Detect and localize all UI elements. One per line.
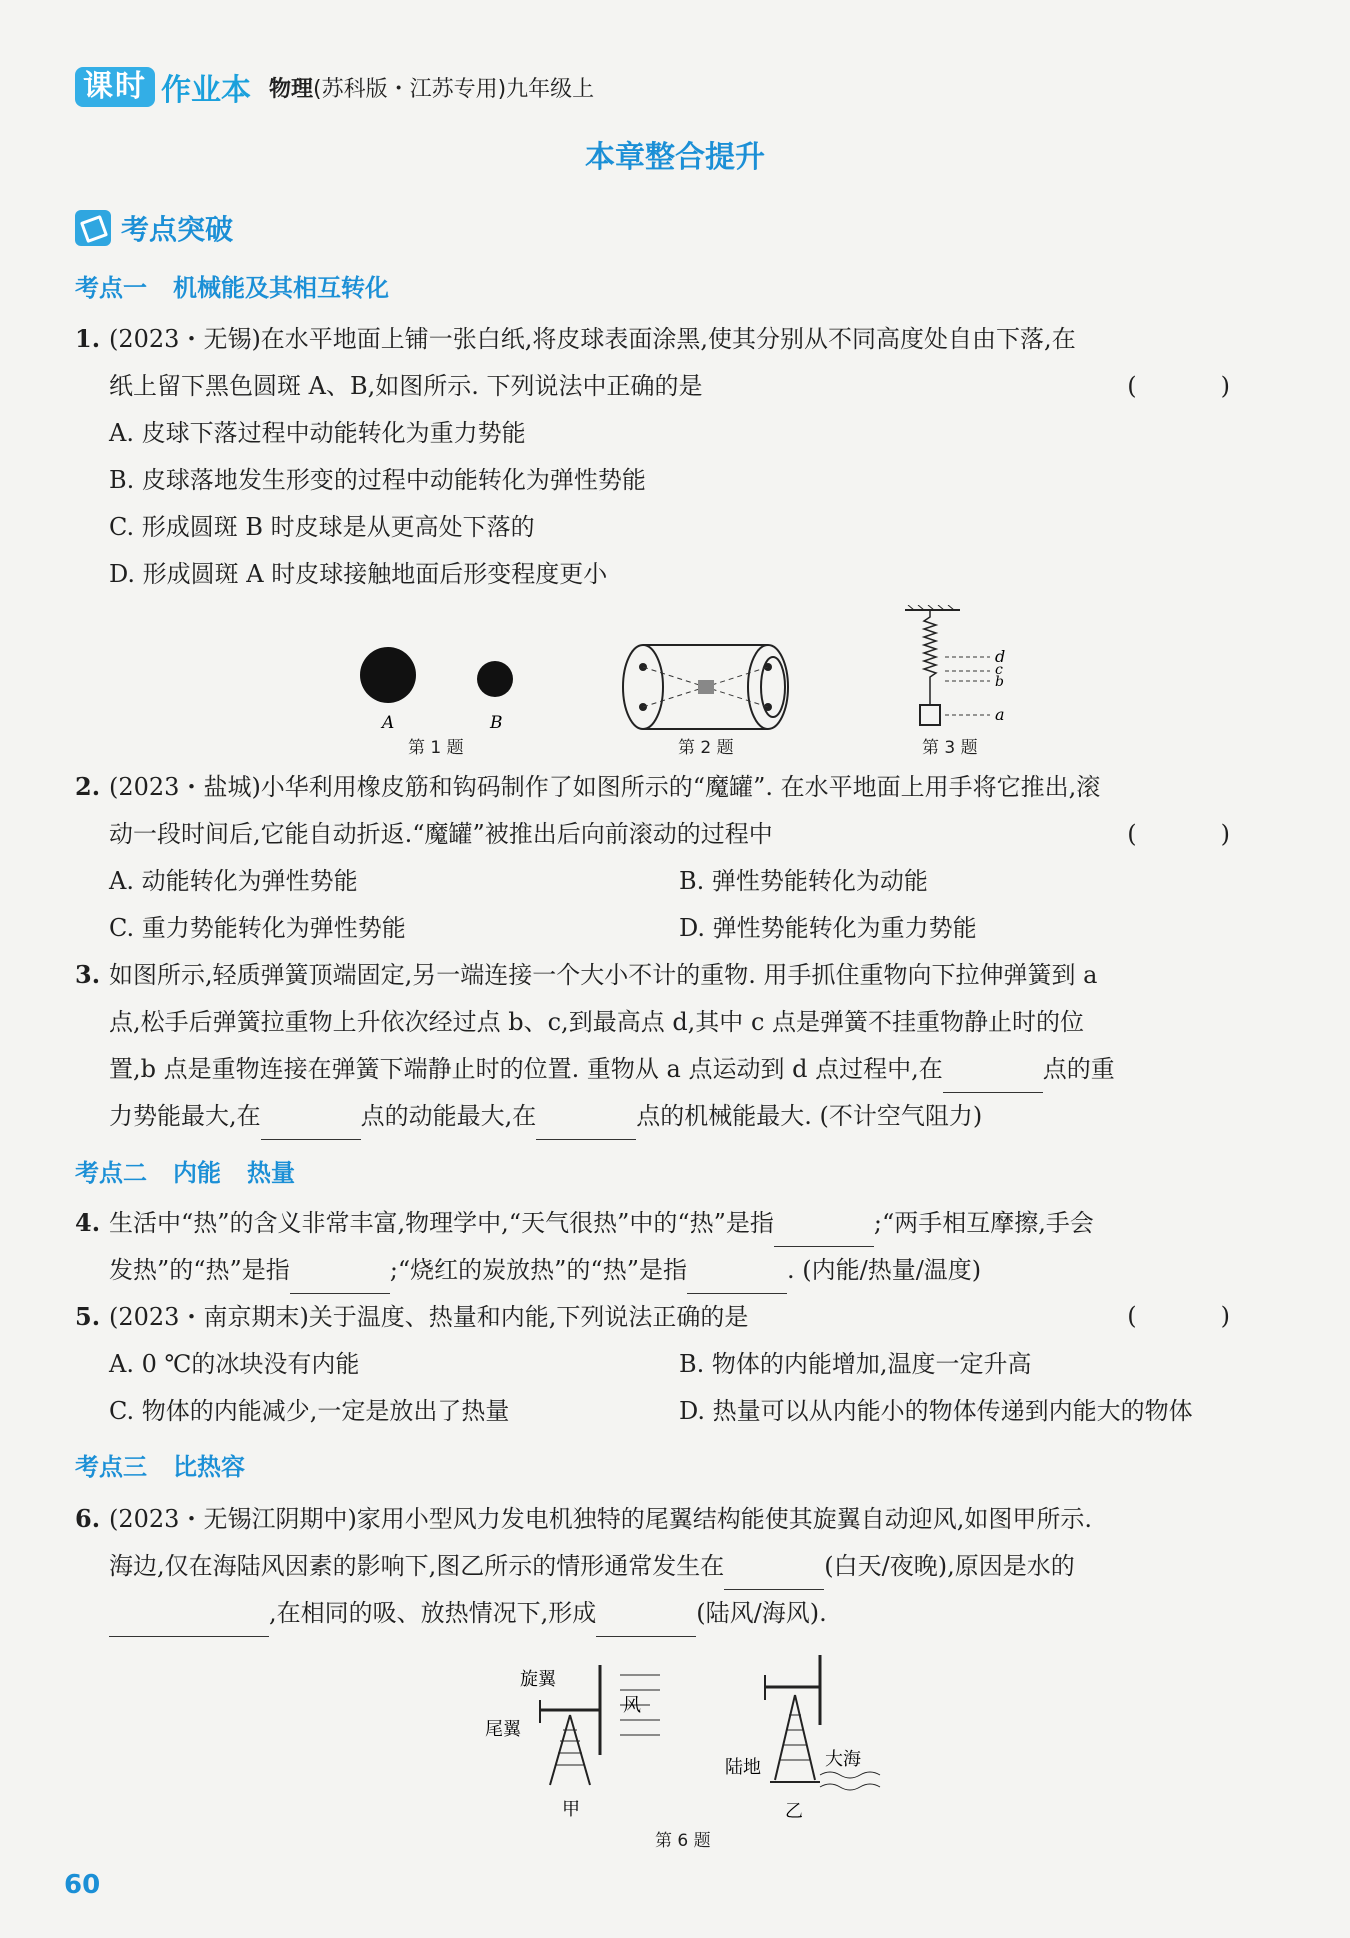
option-d: D. 形成圆斑 A 时皮球接触地面后形变程度更小 <box>109 560 608 588</box>
option-b: B. 皮球落地发生形变的过程中动能转化为弹性势能 <box>109 466 646 494</box>
series-logo: 课时 <box>75 67 155 107</box>
option-d: D. 热量可以从内能小的物体传递到内能大的物体 <box>679 1397 1193 1425</box>
answer-bracket: ( ) <box>1127 1302 1260 1330</box>
answer-blank[interactable] <box>596 1606 696 1637</box>
svg-text:d: d <box>995 647 1006 666</box>
figure-2-magic-can <box>618 640 798 735</box>
option-d: D. 弹性势能转化为重力势能 <box>679 914 977 942</box>
topic-heading-1: 考点一 机械能及其相互转化 <box>75 274 389 302</box>
svg-text:陆地: 陆地 <box>725 1757 761 1778</box>
answer-blank[interactable] <box>724 1559 824 1590</box>
figure-6-wind-turbines <box>480 1655 900 1825</box>
question-6: 6. (2023・无锡江阴期中)家用小型风力发电机独特的尾翼结构能使其旋翼自动迎风,如图甲所示. 海边,仅在海陆风因素的影响下,图乙所示的情形通常发生在 (白天/夜晚),原因是水的 ,在相同的吸、放热情况下,形成 (陆风/海风). <box>75 1495 1260 1637</box>
answer-blank[interactable] <box>109 1606 269 1637</box>
subject-label: 物理(苏科版・江苏专用)九年级上 <box>269 76 595 102</box>
answer-blank[interactable] <box>687 1263 787 1294</box>
svg-text:B: B <box>490 713 503 733</box>
answer-blank[interactable] <box>536 1109 636 1140</box>
svg-text:尾翼: 尾翼 <box>485 1719 521 1740</box>
question-1: 1. (2023・无锡)在水平地面上铺一张白纸,将皮球表面涂黑,使其分别从不同高度处自由下落,在 纸上留下黑色圆斑 A、B,如图所示. 下列说法中正确的是 ( ) A. 皮球下落过程中动能转化为重力势能 B. 皮球落地发生形变的过程中动能转化为弹性势能 C. 形成圆斑 B 时皮球是从更高处下落的 D. 形成圆斑 A 时皮球接触地面后形变程度更小 <box>75 315 1260 598</box>
topic-heading-3: 考点三 比热容 <box>75 1453 245 1481</box>
option-c: C. 重力势能转化为弹性势能 <box>109 914 406 942</box>
svg-text:旋翼: 旋翼 <box>520 1669 556 1690</box>
figure-3-spring <box>890 605 1030 730</box>
question-3: 3. 如图所示,轻质弹簧顶端固定,另一端连接一个大小不计的重物. 用手抓住重物向下拉伸弹簧到 a 点,松手后弹簧拉重物上升依次经过点 b、c,到最高点 d,其中 c 点是弹簧不挂重物静止时的位 置,b 点是重物连接在弹簧下端静止时的位置. 重物从 a 点运动到 d 点过程中,在 点的重 力势能最大,在 点的动能最大,在 点的机械能最大. (不计空气阻力) <box>75 951 1260 1140</box>
option-a: A. 动能转化为弹性势能 <box>109 867 358 895</box>
option-b: B. 弹性势能转化为动能 <box>679 867 928 895</box>
answer-bracket: ( ) <box>1127 820 1260 848</box>
question-2: 2. (2023・盐城)小华利用橡皮筋和钩码制作了如图所示的“魔罐”. 在水平地面上用手将它推出,滚 动一段时间后,它能自动折返.“魔罐”被推出后向前滚动的过程中 ( ) A. 动能转化为弹性势能 B. 弹性势能转化为动能 C. 重力势能转化为弹性势能 D. 弹性势能转化为重力势能 <box>75 763 1260 952</box>
option-a: A. 0 ℃的冰块没有内能 <box>109 1350 360 1378</box>
topic-heading-2: 考点二 内能 热量 <box>75 1159 295 1187</box>
svg-text:大海: 大海 <box>825 1749 861 1770</box>
chapter-title: 本章整合提升 <box>585 140 765 175</box>
answer-blank[interactable] <box>290 1263 390 1294</box>
question-5: 5. (2023・南京期末)关于温度、热量和内能,下列说法正确的是 ( ) A. 0 ℃的冰块没有内能 B. 物体的内能增加,温度一定升高 C. 物体的内能减少,一定是放出了热量 D. 热量可以从内能小的物体传递到内能大的物体 <box>75 1293 1260 1435</box>
figure-6-caption: 第 6 题 <box>655 1831 711 1851</box>
svg-text:乙: 乙 <box>785 1801 803 1822</box>
figure-1-caption: 第 1 题 <box>408 738 464 758</box>
answer-blank[interactable] <box>774 1216 874 1247</box>
page-number: 60 <box>64 1870 101 1900</box>
answer-bracket: ( ) <box>1127 372 1260 400</box>
svg-text:风: 风 <box>623 1695 641 1716</box>
option-b: B. 物体的内能增加,温度一定升高 <box>679 1350 1032 1378</box>
svg-text:b: b <box>995 674 1004 690</box>
option-c: C. 形成圆斑 B 时皮球是从更高处下落的 <box>109 513 535 541</box>
option-c: C. 物体的内能减少,一定是放出了热量 <box>109 1397 510 1425</box>
option-a: A. 皮球下落过程中动能转化为重力势能 <box>109 419 526 447</box>
question-4: 4. 生活中“热”的含义非常丰富,物理学中,“天气很热”中的“热”是指 ;“两手相互摩擦,手会 发热”的“热”是指 ;“烧红的炭放热”的“热”是指 . (内能/热量/温度) <box>75 1199 1260 1294</box>
answer-blank[interactable] <box>261 1109 361 1140</box>
svg-text:a: a <box>995 705 1005 724</box>
answer-blank[interactable] <box>943 1062 1043 1093</box>
figure-2-caption: 第 2 题 <box>678 738 734 758</box>
svg-text:c: c <box>995 662 1003 678</box>
svg-text:甲: 甲 <box>562 1799 580 1820</box>
figure-3-caption: 第 3 题 <box>922 738 978 758</box>
edit-icon <box>75 210 111 246</box>
section-heading: 考点突破 <box>75 208 233 248</box>
series-name: 作业本 <box>161 73 251 108</box>
svg-text:A: A <box>382 713 395 733</box>
page-header <box>75 65 594 109</box>
